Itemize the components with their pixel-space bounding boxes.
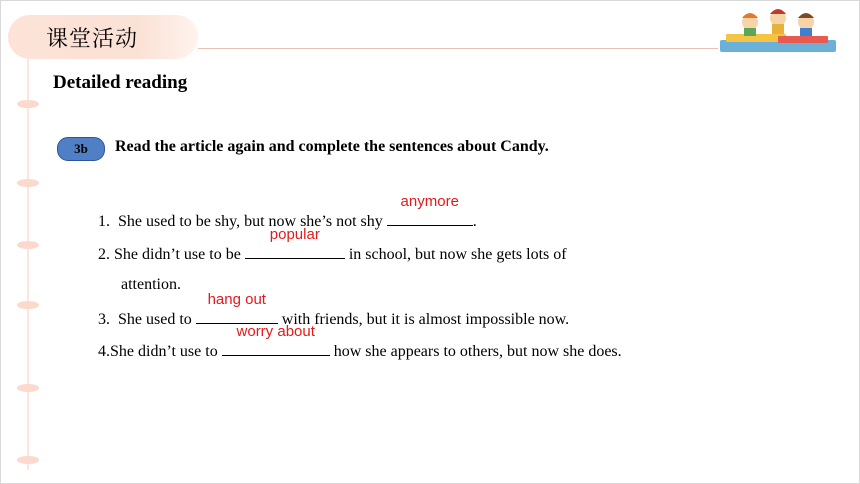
answer-blank-4	[222, 323, 330, 356]
sentence-2-continuation: attention.	[121, 276, 181, 293]
sentence-3-prefix: 3. She used to	[98, 311, 196, 328]
kids-with-books-illustration-icon	[716, 6, 840, 56]
answer-blank-1	[387, 193, 473, 226]
answer-3: hang out	[207, 291, 266, 308]
sentence-3-suffix: with friends, but it is almost impossible now.	[277, 311, 570, 328]
sentence-4	[98, 323, 622, 361]
header-divider	[198, 48, 718, 49]
sentence-1-suffix: .	[472, 213, 477, 230]
task-badge-label: 3b	[74, 141, 88, 156]
page-title: 课堂活动	[46, 27, 139, 52]
sentence-3	[98, 291, 570, 329]
answer-2: popular	[269, 226, 320, 243]
sentence-1-prefix: 1. She used to be shy, but now she’s not shy	[98, 213, 387, 230]
answer-blank-3	[196, 291, 278, 324]
task-instruction: Read the article again and complete the sentences about Candy.	[115, 138, 549, 155]
task-badge	[57, 137, 105, 161]
sentence-2-prefix: 2. She didn’t use to be	[98, 246, 245, 263]
sentence-2-suffix: in school, but now she gets lots of	[344, 246, 567, 263]
sentence-4-prefix: 4.She didn’t use to	[98, 343, 222, 360]
sentence-4-suffix: how she appears to others, but now she does.	[329, 343, 622, 360]
left-dash-decoration	[14, 0, 42, 484]
sentence-2	[98, 226, 567, 264]
answer-4: worry about	[236, 323, 315, 340]
answer-1: anymore	[400, 193, 459, 210]
answer-blank-2	[245, 226, 345, 259]
section-title: Detailed reading	[53, 72, 188, 93]
